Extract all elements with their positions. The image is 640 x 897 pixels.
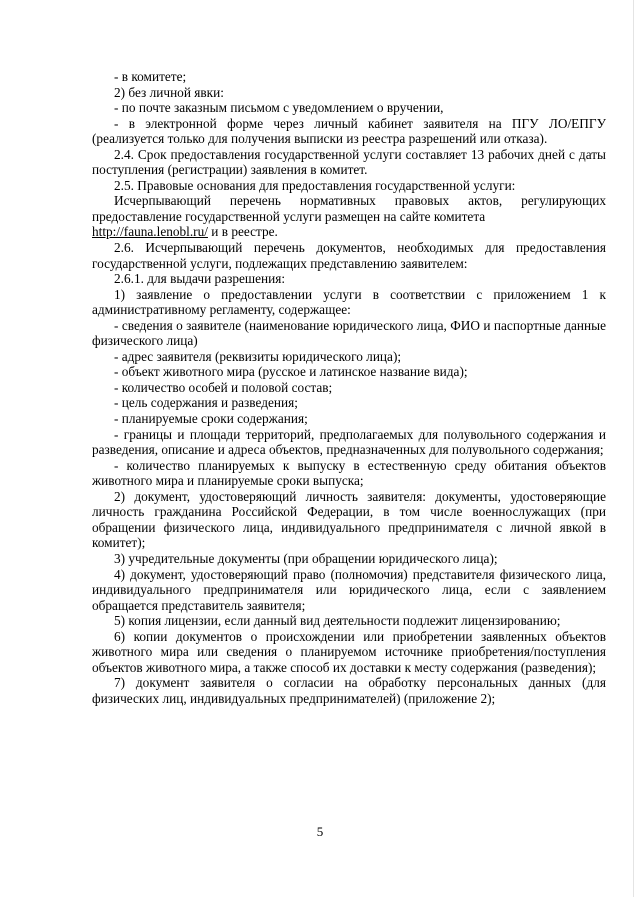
list-item: - цель содержания и разведения; (114, 395, 298, 411)
list-item: 7) документ заявителя о согласии на обработку персональных данных (для физических лиц, индивидуальных предпринимателей) (приложение 2); (92, 675, 606, 706)
list-item: - сведения о заявителе (наименование юридического лица, ФИО и паспортные данные физического лица) (92, 317, 606, 349)
list-item: 5) копия лицензии, если данный вид деятельности подлежит лицензированию; (114, 613, 561, 629)
list-item: - границы и площади территорий, предполагаемых для полувольного содержания и разведения, описание и адреса объектов, предназначенных для полувольного содержания; (92, 426, 606, 458)
section-2-5: 2.5. Правовые основания для предоставления государственной услуги: (114, 177, 516, 193)
list-item: - объект животного мира (русское и латинское название вида); (114, 364, 468, 380)
list-item: - количество особей и половой состав; (114, 379, 333, 395)
legal-acts-suffix: и в реестре. (207, 224, 278, 240)
list-item: - планируемые сроки содержания; (114, 411, 308, 427)
list-item: 6) копии документов о происхождении или приобретении заявленных объектов животного мира или сведения о планируемом источнике приобретения/поступления объектов животного мира, а также способ их доставки к месту содержания (разведения); (92, 628, 606, 675)
document-body (92, 69, 606, 706)
list-item: 2) без личной явки: (114, 84, 224, 100)
list-item: - в электронной форме через личный кабинет заявителя на ПГУ ЛО/ЕПГУ (реализуется только для получения выписки из реестра разрешений или отказа). (92, 115, 606, 147)
list-item: - в комитете; (114, 69, 187, 84)
committee-website-link[interactable]: http://fauna.lenobl.ru/ (92, 224, 208, 240)
list-item: 1) заявление о предоставлении услуги в соответствии с приложением 1 к административному регламенту, содержащее: (92, 286, 606, 318)
list-item: - адрес заявителя (реквизиты юридического лица); (114, 348, 402, 364)
list-item: 3) учредительные документы (при обращении юридического лица); (114, 550, 498, 566)
list-item: 2) документ, удостоверяющий личность заявителя: документы, удостоверяющие личность гражданина Российской Федерации, в том числе военнослужащих (при обращении физического лица, индивидуального предпринимателя с личной явкой в комитет); (92, 488, 606, 551)
list-item: - по почте заказным письмом с уведомлением о вручении, (114, 100, 444, 116)
section-2-4: 2.4. Срок предоставления государственной услуги составляет 13 рабочих дней с даты поступления (регистрации) заявления в комитет. (92, 146, 606, 178)
page-number: 5 (316, 824, 324, 839)
legal-acts-text: Исчерпывающий перечень нормативных правовых актов, регулирующих предоставление государственной услуги размещен на сайте комитета (92, 193, 606, 224)
list-item: - количество планируемых к выпуску в естественную среду обитания объектов животного мира и планируемые сроки выпуска; (92, 457, 606, 489)
list-item: 4) документ, удостоверяющий право (полномочия) представителя физического лица, индивидуального предпринимателя или юридического лица, если с заявлением обращается представитель заявителя; (92, 566, 606, 613)
section-2-6: 2.6. Исчерпывающий перечень документов, необходимых для предоставления государственной услуги, подлежащих представлению заявителем: (92, 240, 606, 271)
legal-acts-paragraph (92, 193, 606, 240)
scan-edge-divider (633, 0, 634, 897)
section-2-6-1: 2.6.1. для выдачи разрешения: (114, 271, 286, 287)
